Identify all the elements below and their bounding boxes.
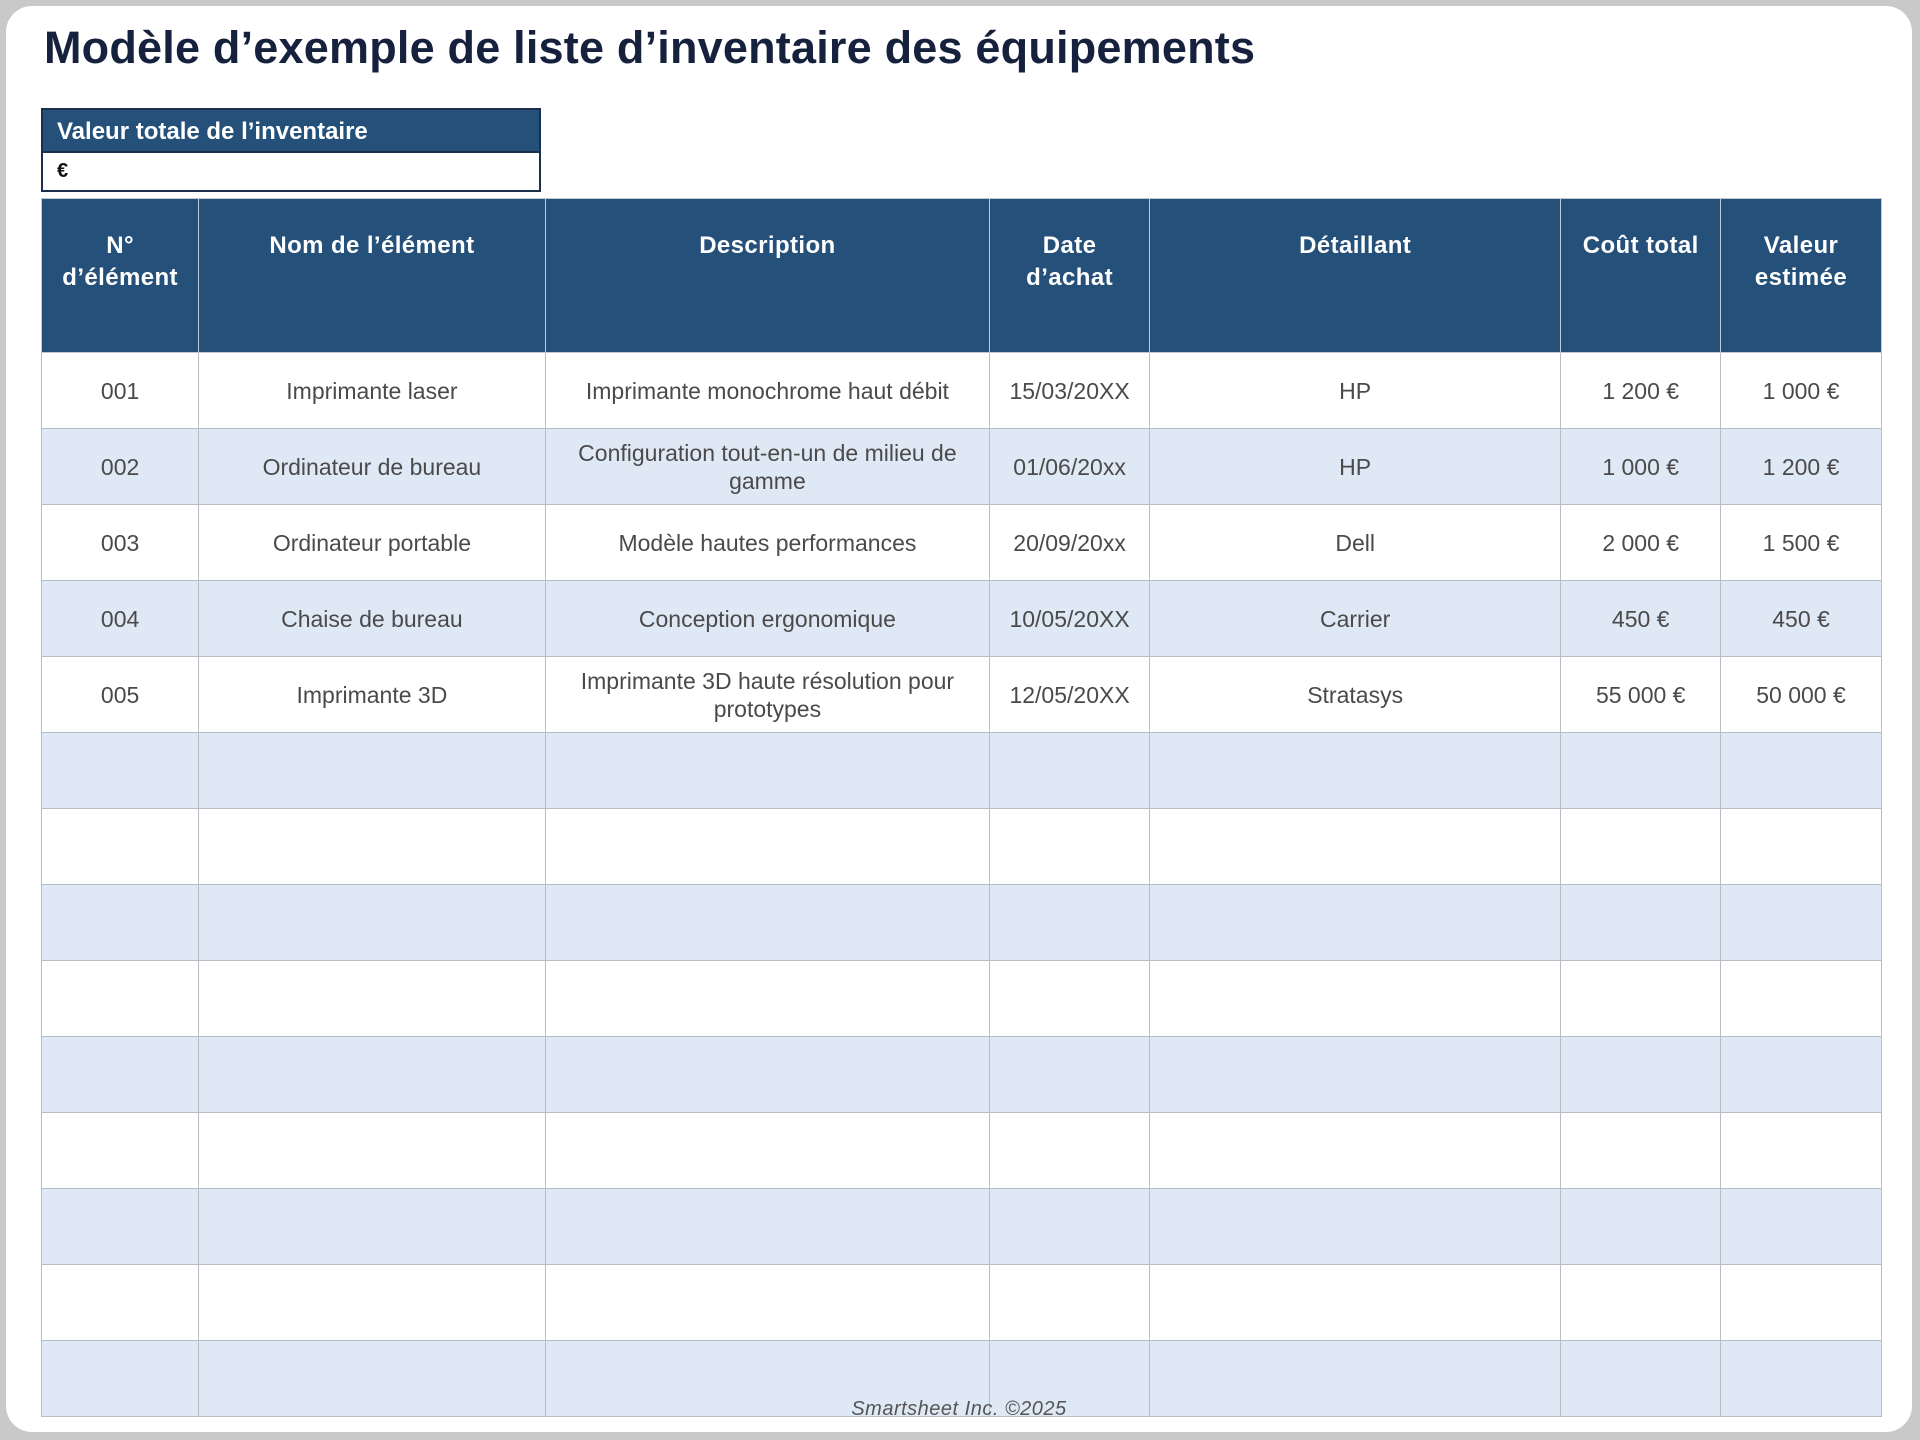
table-cell-retailer[interactable] xyxy=(1149,961,1560,1037)
table-cell-total-cost[interactable] xyxy=(1561,1265,1721,1341)
inventory-table xyxy=(41,198,1882,1417)
table-cell-estimated-value[interactable]: 450 € xyxy=(1721,581,1882,657)
table-cell-estimated-value[interactable] xyxy=(1721,961,1882,1037)
table-row xyxy=(42,961,1882,1037)
table-cell-estimated-value[interactable] xyxy=(1721,885,1882,961)
table-cell-description[interactable]: Imprimante 3D haute résolution pour prototypes xyxy=(545,657,990,733)
table-cell-date[interactable]: 10/05/20XX xyxy=(990,581,1150,657)
table-cell-date[interactable] xyxy=(990,1037,1150,1113)
table-row xyxy=(42,353,1882,429)
table-cell-num[interactable] xyxy=(42,733,199,809)
table-row xyxy=(42,809,1882,885)
table-cell-retailer[interactable]: Stratasys xyxy=(1149,657,1560,733)
table-cell-num[interactable] xyxy=(42,961,199,1037)
column-header-date xyxy=(990,199,1150,353)
column-header-text: Valeur xyxy=(1763,232,1839,259)
table-cell-retailer[interactable]: Dell xyxy=(1149,505,1560,581)
table-cell-num[interactable]: 005 xyxy=(42,657,199,733)
table-cell-date[interactable] xyxy=(990,809,1150,885)
table-cell-name[interactable] xyxy=(199,1113,545,1189)
table-cell-name[interactable] xyxy=(199,1037,545,1113)
table-cell-description[interactable]: Modèle hautes performances xyxy=(545,505,990,581)
table-cell-description[interactable]: Imprimante monochrome haut débit xyxy=(545,353,990,429)
table-cell-num[interactable]: 001 xyxy=(42,353,199,429)
table-cell-date[interactable]: 20/09/20xx xyxy=(990,505,1150,581)
table-cell-num[interactable] xyxy=(42,809,199,885)
table-cell-estimated-value[interactable]: 50 000 € xyxy=(1721,657,1882,733)
table-cell-date[interactable] xyxy=(990,1189,1150,1265)
table-cell-name[interactable]: Chaise de bureau xyxy=(199,581,545,657)
table-cell-num[interactable] xyxy=(42,885,199,961)
column-header-text: d’achat xyxy=(1026,264,1113,291)
table-cell-estimated-value[interactable] xyxy=(1721,1037,1882,1113)
table-cell-estimated-value[interactable] xyxy=(1721,1189,1882,1265)
table-cell-name[interactable] xyxy=(199,885,545,961)
table-cell-total-cost[interactable] xyxy=(1561,809,1721,885)
table-cell-total-cost[interactable]: 55 000 € xyxy=(1561,657,1721,733)
table-cell-retailer[interactable] xyxy=(1149,733,1560,809)
column-header-text: Description xyxy=(699,232,836,259)
table-cell-total-cost[interactable] xyxy=(1561,1189,1721,1265)
table-cell-retailer[interactable] xyxy=(1149,1265,1560,1341)
column-header-text: Nom de l’élément xyxy=(269,232,475,259)
footer-copyright: Smartsheet Inc. ©2025 xyxy=(851,1398,1067,1420)
column-header-total-cost xyxy=(1561,199,1721,353)
table-cell-retailer[interactable]: HP xyxy=(1149,429,1560,505)
table-cell-estimated-value[interactable] xyxy=(1721,809,1882,885)
table-cell-description[interactable] xyxy=(545,1265,990,1341)
table-cell-retailer[interactable] xyxy=(1149,1113,1560,1189)
column-header-text: Date xyxy=(1042,232,1097,259)
table-cell-estimated-value[interactable] xyxy=(1721,1113,1882,1189)
table-cell-name[interactable]: Imprimante 3D xyxy=(199,657,545,733)
table-cell-name[interactable]: Imprimante laser xyxy=(199,353,545,429)
table-cell-date[interactable] xyxy=(990,1265,1150,1341)
table-cell-description[interactable] xyxy=(545,1037,990,1113)
table-cell-description[interactable]: Configuration tout-en-un de milieu de gamme xyxy=(545,429,990,505)
table-cell-name[interactable] xyxy=(199,961,545,1037)
inventory-total-value[interactable]: € xyxy=(57,160,69,182)
table-cell-num[interactable] xyxy=(42,1113,199,1189)
column-header-description xyxy=(545,199,990,353)
table-cell-total-cost[interactable] xyxy=(1561,885,1721,961)
table-row xyxy=(42,1037,1882,1113)
table-cell-total-cost[interactable]: 450 € xyxy=(1561,581,1721,657)
column-header-retailer xyxy=(1149,199,1560,353)
table-cell-description[interactable] xyxy=(545,733,990,809)
table-row xyxy=(42,1113,1882,1189)
table-row xyxy=(42,505,1882,581)
table-cell-total-cost[interactable] xyxy=(1561,1037,1721,1113)
table-cell-retailer[interactable] xyxy=(1149,809,1560,885)
table-cell-total-cost[interactable]: 1 000 € xyxy=(1561,429,1721,505)
table-cell-date[interactable]: 15/03/20XX xyxy=(990,353,1150,429)
table-header-row xyxy=(42,199,1882,353)
table-row xyxy=(42,429,1882,505)
table-row xyxy=(42,1265,1882,1341)
table-cell-total-cost[interactable]: 2 000 € xyxy=(1561,505,1721,581)
table-cell-num[interactable] xyxy=(42,1189,199,1265)
table-cell-total-cost[interactable] xyxy=(1561,961,1721,1037)
table-body xyxy=(42,353,1882,1417)
table-cell-description[interactable] xyxy=(545,809,990,885)
table-cell-num[interactable]: 002 xyxy=(42,429,199,505)
table-cell-date[interactable] xyxy=(990,733,1150,809)
table-cell-retailer[interactable] xyxy=(1149,1189,1560,1265)
table-cell-date[interactable] xyxy=(990,1113,1150,1189)
table-cell-total-cost[interactable] xyxy=(1561,1113,1721,1189)
column-header-num xyxy=(42,199,199,353)
column-header-text: N° xyxy=(106,232,134,259)
table-row xyxy=(42,1189,1882,1265)
table-cell-estimated-value[interactable] xyxy=(1721,1265,1882,1341)
table-cell-name[interactable] xyxy=(199,809,545,885)
table-cell-retailer[interactable] xyxy=(1149,1037,1560,1113)
table-cell-num[interactable]: 004 xyxy=(42,581,199,657)
table-cell-num[interactable] xyxy=(42,1037,199,1113)
table-row xyxy=(42,885,1882,961)
column-header-text: estimée xyxy=(1754,264,1848,291)
table-cell-num[interactable] xyxy=(42,1265,199,1341)
table-cell-estimated-value[interactable]: 1 200 € xyxy=(1721,429,1882,505)
table-row xyxy=(42,657,1882,733)
table-cell-date[interactable]: 12/05/20XX xyxy=(990,657,1150,733)
table-cell-description[interactable] xyxy=(545,1189,990,1265)
table-cell-total-cost[interactable]: 1 200 € xyxy=(1561,353,1721,429)
table-cell-retailer[interactable]: HP xyxy=(1149,353,1560,429)
table-cell-num[interactable]: 003 xyxy=(42,505,199,581)
table-row xyxy=(42,581,1882,657)
table-cell-name[interactable] xyxy=(199,1265,545,1341)
table-cell-estimated-value[interactable]: 1 000 € xyxy=(1721,353,1882,429)
table-cell-name[interactable]: Ordinateur portable xyxy=(199,505,545,581)
table-cell-retailer[interactable] xyxy=(1149,885,1560,961)
table-cell-description[interactable] xyxy=(545,885,990,961)
table-cell-description[interactable] xyxy=(545,961,990,1037)
table-cell-name[interactable]: Ordinateur de bureau xyxy=(199,429,545,505)
table-cell-date[interactable] xyxy=(990,961,1150,1037)
column-header-text: d’élément xyxy=(62,264,178,291)
page xyxy=(6,6,1912,1432)
table-cell-name[interactable] xyxy=(199,733,545,809)
table-cell-retailer[interactable]: Carrier xyxy=(1149,581,1560,657)
table-cell-estimated-value[interactable]: 1 500 € xyxy=(1721,505,1882,581)
table-cell-description[interactable] xyxy=(545,1113,990,1189)
table-cell-total-cost[interactable] xyxy=(1561,733,1721,809)
page-title: Modèle d’exemple de liste d’inventaire des équipements xyxy=(44,22,1256,73)
table-cell-estimated-value[interactable] xyxy=(1721,733,1882,809)
column-header-estimated-value xyxy=(1721,199,1882,353)
table-cell-name[interactable] xyxy=(199,1189,545,1265)
column-header-text: Coût total xyxy=(1582,232,1699,259)
table-cell-date[interactable]: 01/06/20xx xyxy=(990,429,1150,505)
inventory-total-label: Valeur totale de l’inventaire xyxy=(43,110,539,153)
inventory-total-box xyxy=(41,108,541,192)
table-cell-date[interactable] xyxy=(990,885,1150,961)
column-header-name xyxy=(199,199,545,353)
column-header-text: Détaillant xyxy=(1299,232,1412,259)
table-cell-description[interactable]: Conception ergonomique xyxy=(545,581,990,657)
table-row xyxy=(42,733,1882,809)
